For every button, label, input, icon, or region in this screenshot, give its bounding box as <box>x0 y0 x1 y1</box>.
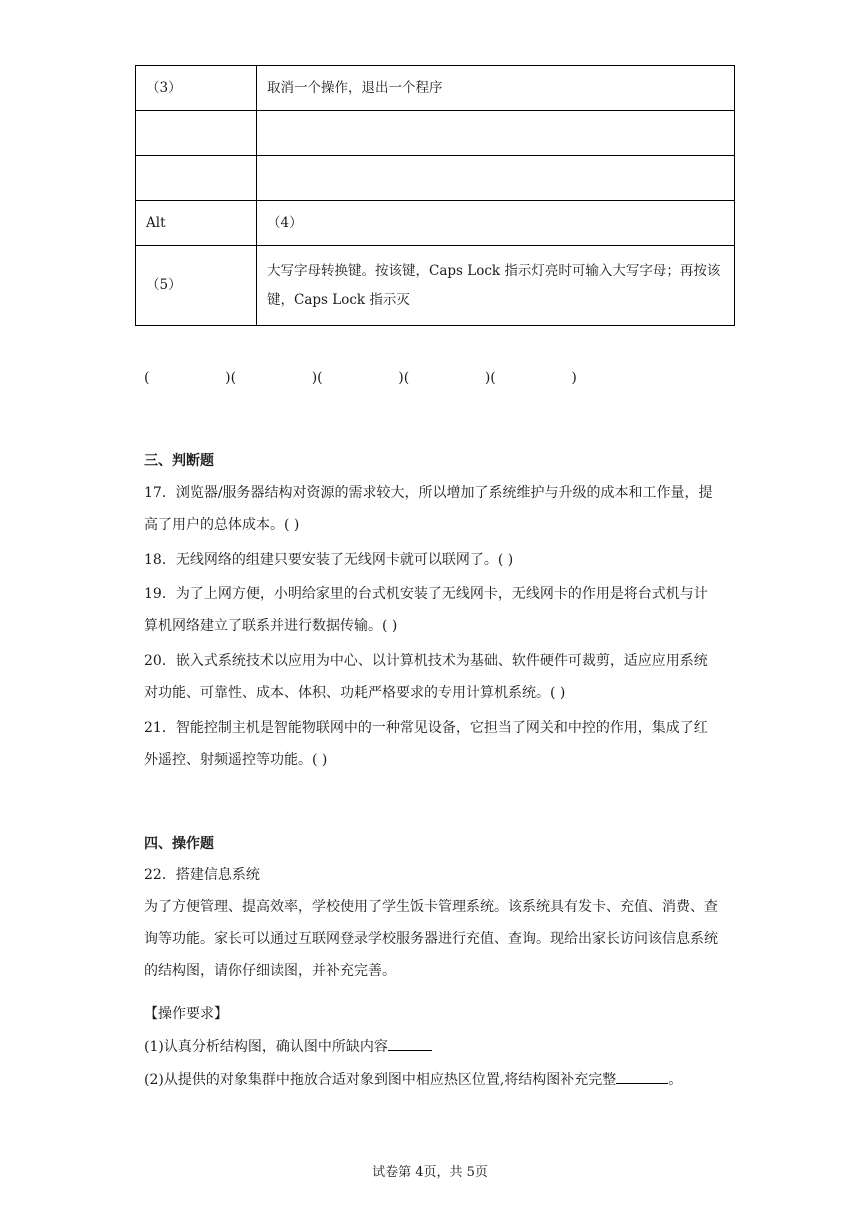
key-cell <box>136 156 257 201</box>
question-21: 21．智能控制主机是智能物联网中的一种常见设备，它担当了网关和中控的作用，集成了红外遥控、射频遥控等功能。( ) <box>144 720 708 768</box>
requirement-1-text: (1)认真分析结构图，确认图中所缺内容 <box>144 1039 388 1055</box>
section-heading-judgement: 三、判断题 <box>144 453 214 469</box>
question-22-title: 22．搭建信息系统 <box>144 867 260 883</box>
table-row <box>136 246 735 326</box>
section-heading-operation: 四、操作题 <box>144 836 214 852</box>
requirements-heading: 【操作要求】 <box>144 1006 228 1022</box>
requirement-1 <box>144 1036 432 1056</box>
table-row <box>136 156 735 201</box>
requirement-2-end: 。 <box>668 1072 683 1088</box>
desc-cell <box>257 111 735 156</box>
answer-blank[interactable] <box>616 1069 668 1084</box>
question-18: 18．无线网络的组建只要安装了无线网卡就可以联网了。( ) <box>144 552 514 568</box>
answer-blank[interactable] <box>388 1036 432 1051</box>
question-17: 17．浏览器/服务器结构对资源的需求较大，所以增加了系统维护与升级的成本和工作量，提高了用户的总体成本。( ) <box>144 485 713 533</box>
question-20: 20．嵌入式系统技术以应用为中心、以计算机技术为基础、软件硬件可裁剪，适应应用系统对功能、可靠性、成本、体积、功耗严格要求的专用计算机系统。( ) <box>144 653 708 701</box>
table-row <box>136 201 735 246</box>
page-footer: 试卷第 4页，共 5页 <box>372 1165 488 1180</box>
table-row <box>136 111 735 156</box>
question-19: 19．为了上网方便，小明给家里的台式机安装了无线网卡，无线网卡的作用是将台式机与计算机网络建立了联系并进行数据传输。( ) <box>144 586 708 634</box>
table-row <box>136 66 735 111</box>
requirement-2 <box>144 1069 682 1089</box>
answer-blanks: ( )( )( )( )( ) <box>144 370 577 386</box>
key-cell <box>136 111 257 156</box>
key-cell: （5） <box>136 246 257 326</box>
desc-cell: 取消一个操作，退出一个程序 <box>257 66 735 111</box>
key-cell: （3） <box>136 66 257 111</box>
desc-cell: 大写字母转换键。按该键，Caps Lock 指示灯亮时可输入大写字母；再按该键，Caps Lock 指示灭 <box>257 246 735 326</box>
desc-cell: （4） <box>257 201 735 246</box>
question-22-body: 为了方便管理、提高效率，学校使用了学生饭卡管理系统。该系统具有发卡、充值、消费、查询等功能。家长可以通过互联网登录学校服务器进行充值、查询。现给出家长访问该信息系统的结构图，请你仔细读图，并补充完善。 <box>144 899 718 979</box>
desc-cell <box>257 156 735 201</box>
requirement-2-text: (2)从提供的对象集群中拖放合适对象到图中相应热区位置,将结构图补充完整 <box>144 1072 617 1088</box>
key-cell: Alt <box>136 201 257 246</box>
keyboard-keys-table <box>135 65 735 326</box>
